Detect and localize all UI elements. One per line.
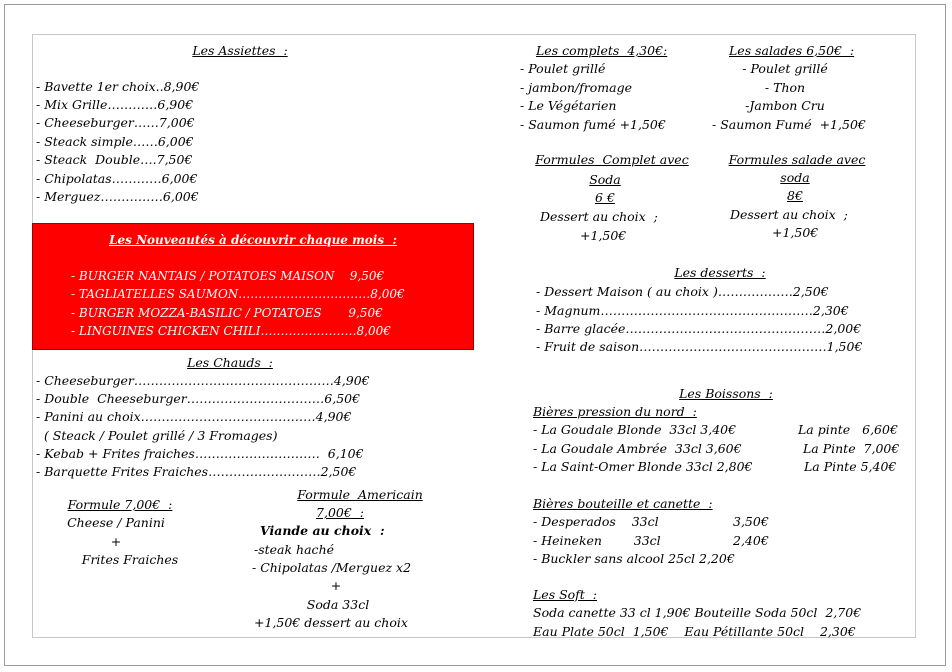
chauds-title: Les Chauds : bbox=[187, 355, 273, 370]
pression-pinte: La pinte 6,60€ bbox=[798, 422, 898, 437]
salades-item: -Jambon Cru bbox=[745, 98, 825, 113]
pression-pinte: La Pinte 5,40€ bbox=[804, 459, 897, 474]
formule-salade-price: 8€ bbox=[787, 188, 803, 203]
pression-pinte: La Pinte 7,00€ bbox=[803, 441, 900, 456]
salades-item: - Thon bbox=[764, 80, 806, 95]
bouteille-title: Bières bouteille et canette : bbox=[533, 496, 713, 511]
formule7-title: Formule 7,00€ : bbox=[67, 497, 173, 512]
nouveautes-item: - LINGUINES CHICKEN CHILI……………………8,00€ bbox=[71, 324, 391, 338]
pression-name: - La Goudale Ambrée 33cl 3,60€ bbox=[533, 441, 742, 456]
formule-americain-subtitle: Viande au choix : bbox=[260, 523, 385, 538]
chauds-item: - Kebab + Frites fraiches………………………… 6,10€ bbox=[36, 446, 364, 461]
formule-americain-price: 7,00€ : bbox=[316, 505, 364, 520]
formule7-line: Cheese / Panini bbox=[67, 515, 165, 530]
formule-complet-line: Dessert au choix ; bbox=[540, 209, 658, 224]
bouteille-price: 3,50€ bbox=[733, 514, 769, 529]
desserts-title: Les desserts : bbox=[674, 265, 766, 280]
assiettes-title: Les Assiettes : bbox=[192, 43, 288, 58]
boissons-title: Les Boissons : bbox=[679, 386, 773, 401]
nouveautes-item: - BURGER NANTAIS / POTATOES MAISON 9,50€ bbox=[71, 269, 385, 283]
nouveautes-item: - TAGLIATELLES SAUMON……………………………8,00€ bbox=[71, 287, 405, 301]
salades-item: - Poulet grillé bbox=[742, 61, 828, 76]
assiettes-item: - Chipolatas…………6,00€ bbox=[36, 171, 198, 186]
formule-salade-line: Dessert au choix ; bbox=[730, 207, 848, 222]
formule-americain-line: +1,50€ dessert au choix bbox=[254, 615, 408, 630]
desserts-item: - Magnum……………………………………………2,30€ bbox=[536, 303, 849, 318]
desserts-item: - Dessert Maison ( au choix )………………2,50€ bbox=[536, 284, 829, 299]
assiettes-item: - Cheeseburger……7,00€ bbox=[36, 115, 195, 130]
assiettes-item: - Steack Double….7,50€ bbox=[36, 152, 193, 167]
formule-complet-line: +1,50€ bbox=[580, 228, 627, 243]
assiettes-item: - Mix Grille…………6,90€ bbox=[36, 97, 194, 112]
chauds-item: - Barquette Frites Fraiches………………………2,50€ bbox=[36, 464, 357, 479]
bouteille-name: - Heineken 33cl bbox=[533, 533, 661, 548]
soft-line: Eau Plate 50cl 1,50€ Eau Pétillante 50cl 2,30€ bbox=[533, 624, 856, 639]
formule7-line: Frites Fraiches bbox=[81, 552, 179, 567]
formule-americain-line: -steak haché bbox=[254, 542, 335, 557]
chauds-item: ( Steack / Poulet grillé / 3 Fromages) bbox=[36, 428, 278, 443]
salades-item: - Saumon Fumé +1,50€ bbox=[712, 117, 866, 132]
complets-item: - Poulet grillé bbox=[520, 61, 606, 76]
complets-item: - Le Végétarien bbox=[520, 98, 617, 113]
desserts-item: - Fruit de saison………………………………………1,50€ bbox=[536, 339, 863, 354]
formule-americain-line: - Chipolatas /Merguez x2 bbox=[252, 560, 412, 575]
complets-item: - Saumon fumé +1,50€ bbox=[520, 117, 666, 132]
bouteille-name: - Desperados 33cl bbox=[533, 514, 659, 529]
chauds-item: - Panini au choix……………………………………4,90€ bbox=[36, 409, 352, 424]
formule-complet-title: Formules Complet avec bbox=[535, 152, 689, 167]
nouveautes-title: Les Nouveautés à découvrir chaque mois : bbox=[109, 233, 397, 247]
formule-americain-line: + bbox=[330, 578, 342, 593]
bouteille-name: - Buckler sans alcool 25cl 2,20€ bbox=[533, 551, 735, 566]
soft-line: Soda canette 33 cl 1,90€ Bouteille Soda 50cl 2,70€ bbox=[533, 605, 862, 620]
assiettes-item: - Steack simple……6,00€ bbox=[36, 134, 194, 149]
desserts-item: - Barre glacée…………………………………………2,00€ bbox=[536, 321, 862, 336]
pression-name: - La Goudale Blonde 33cl 3,40€ bbox=[533, 422, 737, 437]
pression-title: Bières pression du nord : bbox=[533, 404, 697, 419]
assiettes-item: - Bavette 1er choix..8,90€ bbox=[36, 79, 200, 94]
nouveautes-box bbox=[32, 223, 474, 350]
formule-salade-line: +1,50€ bbox=[772, 225, 819, 240]
formule-complet-price: 6 € bbox=[595, 190, 615, 205]
pression-name: - La Saint-Omer Blonde 33cl 2,80€ bbox=[533, 459, 753, 474]
soft-title: Les Soft : bbox=[533, 587, 597, 602]
formule7-line: + bbox=[110, 534, 122, 549]
complets-item: - jambon/fromage bbox=[520, 80, 632, 95]
formule-complet-title2: Soda bbox=[589, 172, 621, 187]
chauds-item: - Cheeseburger…………………………………………4,90€ bbox=[36, 373, 370, 388]
salades-title: Les salades 6,50€ : bbox=[729, 43, 855, 58]
chauds-item: - Double Cheeseburger……………………………6,50€ bbox=[36, 391, 361, 406]
assiettes-item: - Merguez……………6,00€ bbox=[36, 189, 199, 204]
formule-salade-title2: soda bbox=[780, 170, 810, 185]
formule-americain-title: Formule Americain bbox=[297, 487, 423, 502]
formule-salade-title: Formules salade avec bbox=[728, 152, 866, 167]
formule-americain-line: Soda 33cl bbox=[306, 597, 370, 612]
complets-title: Les complets 4,30€: bbox=[536, 43, 668, 58]
nouveautes-item: - BURGER MOZZA-BASILIC / POTATOES 9,50€ bbox=[71, 306, 383, 320]
bouteille-price: 2,40€ bbox=[733, 533, 769, 548]
